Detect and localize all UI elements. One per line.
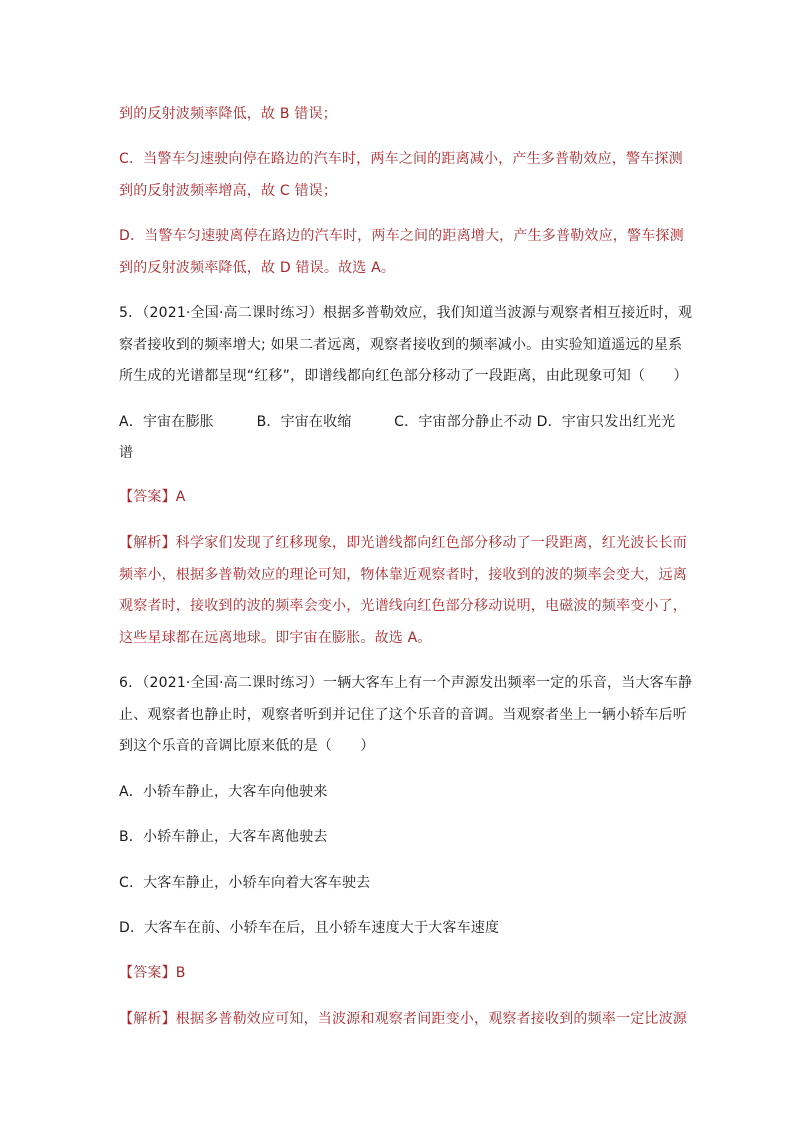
question-5-options-cont: 谱: [119, 445, 134, 461]
answer-5: 【答案】A: [119, 489, 186, 505]
question-6-option-d: D．大客车在前、小轿车在后，且小轿车速度大于大客车速度: [119, 920, 500, 936]
explanation-c-line2: 到的反射波频率增高，故 C 错误；: [119, 183, 338, 199]
question-6-option-b: B．小轿车静止，大客车离他驶去: [119, 829, 328, 845]
question-5-line2: 察者接收到的频率增大; 如果二者远离，观察者接收到的频率减小。由实验知道遥远的星系: [119, 337, 683, 353]
analysis-5-line3: 观察者时，接收到的波的频率会变小，光谱线向红色部分移动说明，电磁波的频率变小了，: [119, 598, 687, 614]
analysis-6-line1: 【解析】根据多普勒效应可知，当波源和观察者间距变小，观察者接收到的频率一定比波源: [119, 1011, 687, 1027]
analysis-5-line4: 这些星球都在远离地球。即宇宙在膨胀。故选 A。: [119, 630, 432, 646]
question-6-line1: 6．（2021·全国·高二课时练习）一辆大客车上有一个声源发出频率一定的乐音，当大客车静: [119, 675, 693, 691]
question-5-line1: 5．（2021·全国·高二课时练习）根据多普勒效应，我们知道当波源与观察者相互接近时，观: [119, 305, 693, 321]
question-6-line3: 到这个乐音的音调比原来低的是（ ）: [119, 738, 375, 754]
explanation-c-line1: C．当警车匀速驶向停在路边的汽车时，两车之间的距离减小，产生多普勒效应，警车探测: [119, 151, 683, 167]
question-6-line2: 止、观察者也静止时，观察者听到并记住了这个乐音的音调。当观察者坐上一辆小轿车后听: [119, 707, 687, 723]
analysis-5-line2: 频率小，根据多普勒效应的理论可知，物体靠近观察者时，接收到的波的频率会变大，远离: [119, 567, 687, 583]
question-5-line3: 所生成的光谱都呈现“红移”，即谱线都向红色部分移动了一段距离，由此现象可知（ ）: [119, 368, 688, 384]
explanation-d-line1: D．当警车匀速驶离停在路边的汽车时，两车之间的距离增大，产生多普勒效应，警车探测: [119, 228, 684, 244]
question-5-options: A．宇宙在膨胀 B．宇宙在收缩 C．宇宙部分静止不动 D．宇宙只发出红光光: [119, 414, 676, 430]
explanation-b-cont: 到的反射波频率降低，故 B 错误；: [119, 106, 337, 122]
answer-6: 【答案】B: [119, 965, 186, 981]
question-6-option-a: A．小轿车静止，大客车向他驶来: [119, 784, 328, 800]
explanation-d-line2: 到的反射波频率降低，故 D 错误。故选 A。: [119, 260, 396, 276]
question-6-option-c: C．大客车静止，小轿车向着大客车驶去: [119, 875, 371, 891]
analysis-5-line1: 【解析】科学家们发现了红移现象，即光谱线都向红色部分移动了一段距离，红光波长长而: [119, 535, 687, 551]
